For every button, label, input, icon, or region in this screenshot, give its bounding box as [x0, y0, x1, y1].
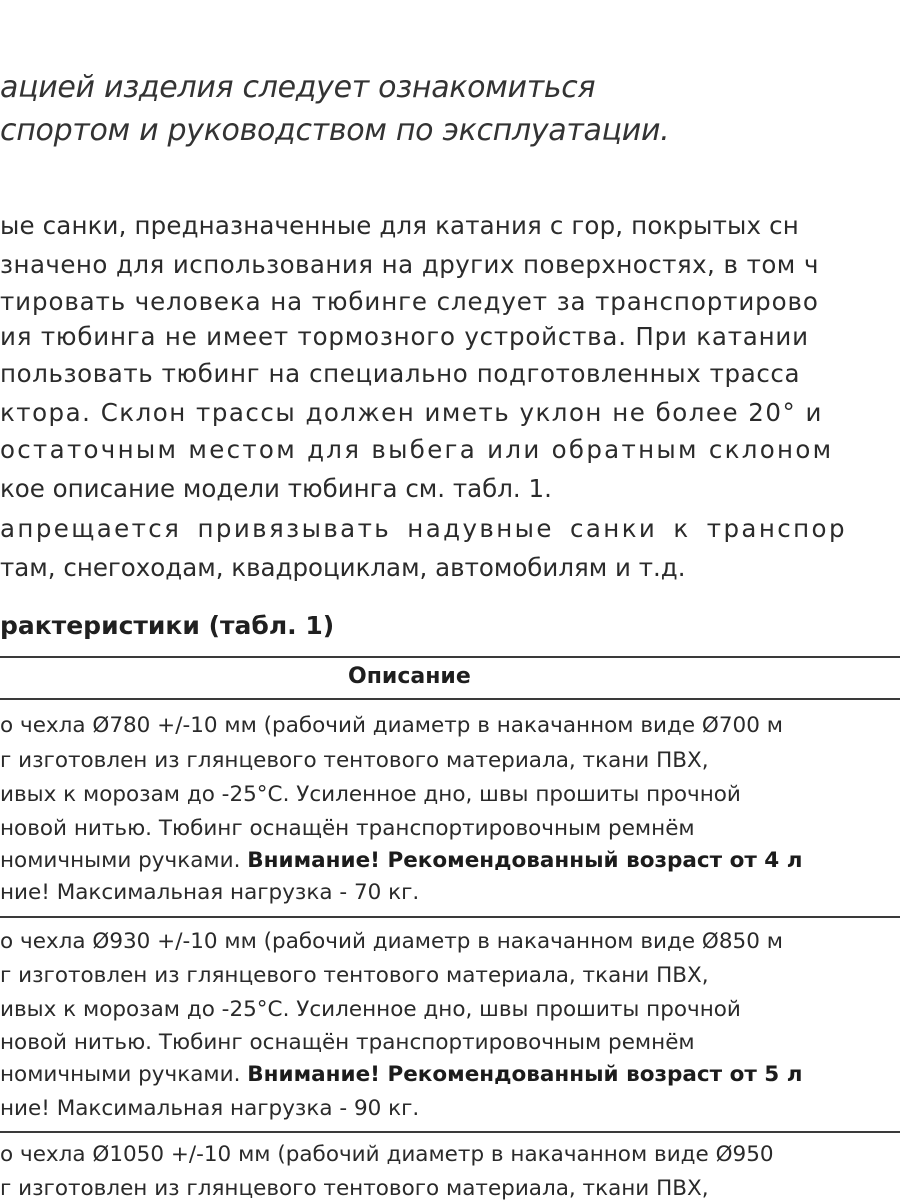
row-1-divider	[0, 916, 900, 918]
row-2-line-1: о чехла Ø930 +/-10 мм (рабочий диаметр в накачанном виде Ø850 м	[0, 929, 783, 954]
column-header-description: Описание	[348, 664, 471, 689]
description-line-9: апрещается привязывать надувные санки к транспор	[0, 514, 847, 543]
description-line-6: ктора. Склон трассы должен иметь уклон не более 20° и	[0, 398, 823, 427]
row-3-line-1: о чехла Ø1050 +/-10 мм (рабочий диаметр в накачанном виде Ø950	[0, 1142, 774, 1167]
description-line-4: ия тюбинга не имеет тормозного устройства. При катании	[0, 322, 809, 351]
row-2-divider	[0, 1131, 900, 1133]
row-2-age-warning: Внимание! Рекомендованный возраст от 5 л	[247, 1062, 803, 1087]
description-line-3: тировать человека на тюбинге следует за транспортирово	[0, 287, 819, 316]
row-1-age-warning: Внимание! Рекомендованный возраст от 4 л	[247, 848, 803, 873]
row-1-line-3: ивых к морозам до -25°С. Усиленное дно, швы прошиты прочной	[0, 782, 741, 807]
row-2-line-4: новой нитью. Тюбинг оснащён транспортировочным ремнём	[0, 1030, 695, 1055]
intro-line-2: спортом и руководством по эксплуатации.	[0, 113, 670, 148]
row-1-line-2: г изготовлен из глянцевого тентового материала, ткани ПВХ,	[0, 748, 709, 773]
row-1-line-4: новой нитью. Тюбинг оснащён транспортировочным ремнём	[0, 816, 695, 841]
row-2-line-6: ние! Максимальная нагрузка - 90 кг.	[0, 1096, 420, 1121]
row-2-line-5	[0, 1062, 802, 1087]
row-1-line-5-text: номичными ручками.	[0, 848, 248, 873]
table-header-rule	[0, 698, 900, 700]
row-3-line-2: г изготовлен из глянцевого тентового материала, ткани ПВХ,	[0, 1176, 709, 1200]
description-line-7: остаточным местом для выбега или обратным склоном	[0, 435, 834, 464]
description-line-8: кое описание модели тюбинга см. табл. 1.	[0, 474, 552, 503]
row-1-line-1: о чехла Ø780 +/-10 мм (рабочий диаметр в накачанном виде Ø700 м	[0, 713, 783, 738]
row-1-line-6: ние! Максимальная нагрузка - 70 кг.	[0, 880, 420, 905]
table-top-rule	[0, 656, 900, 658]
intro-line-1: ацией изделия следует ознакомиться	[0, 70, 596, 105]
description-line-10: там, снегоходам, квадроциклам, автомобилям и т.д.	[0, 553, 686, 582]
row-2-line-3: ивых к морозам до -25°С. Усиленное дно, швы прошиты прочной	[0, 997, 741, 1022]
row-1-line-5	[0, 848, 802, 873]
row-2-line-2: г изготовлен из глянцевого тентового материала, ткани ПВХ,	[0, 963, 709, 988]
specs-heading: рактеристики (табл. 1)	[0, 611, 335, 640]
description-line-1: ые санки, предназначенные для катания с гор, покрытых сн	[0, 211, 799, 240]
description-line-2: значено для использования на других поверхностях, в том ч	[0, 250, 819, 279]
row-2-line-5-text: номичными ручками.	[0, 1062, 248, 1087]
description-line-5: пользовать тюбинг на специально подготовленных трасса	[0, 359, 801, 388]
